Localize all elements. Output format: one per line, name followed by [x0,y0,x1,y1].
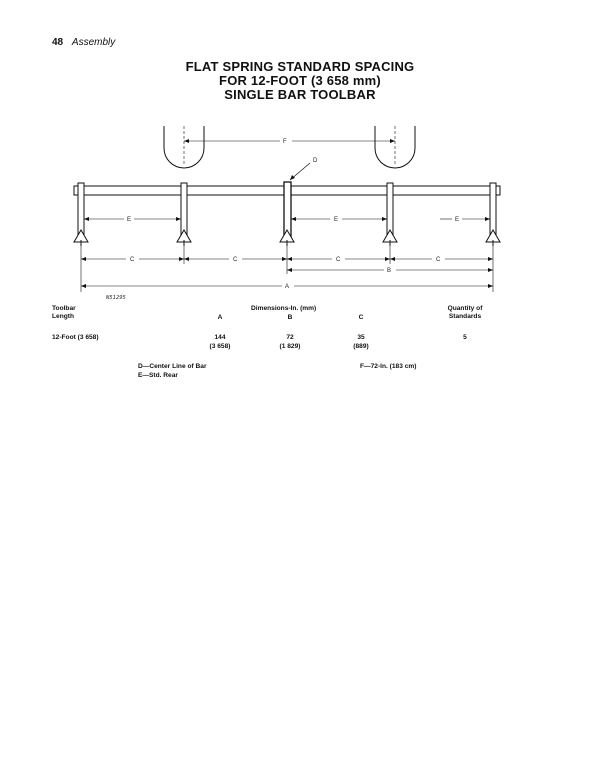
label-c-4: C [436,257,441,263]
legend-f: F—72-In. (183 cm) [360,363,417,370]
row-c-in: 35 [357,334,365,341]
header-c: C [358,314,364,321]
label-c-3: C [336,257,341,263]
label-a: A [285,284,290,290]
section-title: Assembly [71,37,116,48]
row-c-mm: (889) [353,343,369,350]
label-c-1: C [130,257,135,263]
page-number: 48 [52,37,64,48]
row-b-in: 72 [286,334,294,341]
header-a: A [217,314,223,321]
legend-e: E—Std. Rear [138,372,178,379]
header-quantity-2: Standards [448,313,482,320]
header-dimensions: Dimensions-In. (mm) [251,305,317,312]
label-b: B [387,268,392,274]
row-a-mm: (3 658) [209,343,231,350]
label-f: F [283,139,287,145]
legend-d: D—Center Line of Bar [138,363,207,370]
header-b: B [287,314,293,321]
row-b-mm: (1 829) [279,343,301,350]
label-d: D [313,158,318,164]
title-line-2: FOR 12-FOOT (3 658 mm) [219,73,381,88]
label-e-1: E [127,217,132,223]
row-quantity: 5 [463,334,467,341]
header-toolbar: Toolbar [52,305,76,312]
header-length: Length [52,313,74,320]
title-line-1: FLAT SPRING STANDARD SPACING [185,59,415,74]
header-quantity-1: Quantity of [447,305,483,312]
row-toolbar: 12-Foot (3 658) [52,334,99,341]
figure-id: N51295 [106,295,126,301]
label-e-2: E [334,217,339,223]
label-c-2: C [233,257,238,263]
label-e-3: E [455,217,460,223]
row-a-in: 144 [214,334,226,341]
title-line-3: SINGLE BAR TOOLBAR [224,87,376,102]
